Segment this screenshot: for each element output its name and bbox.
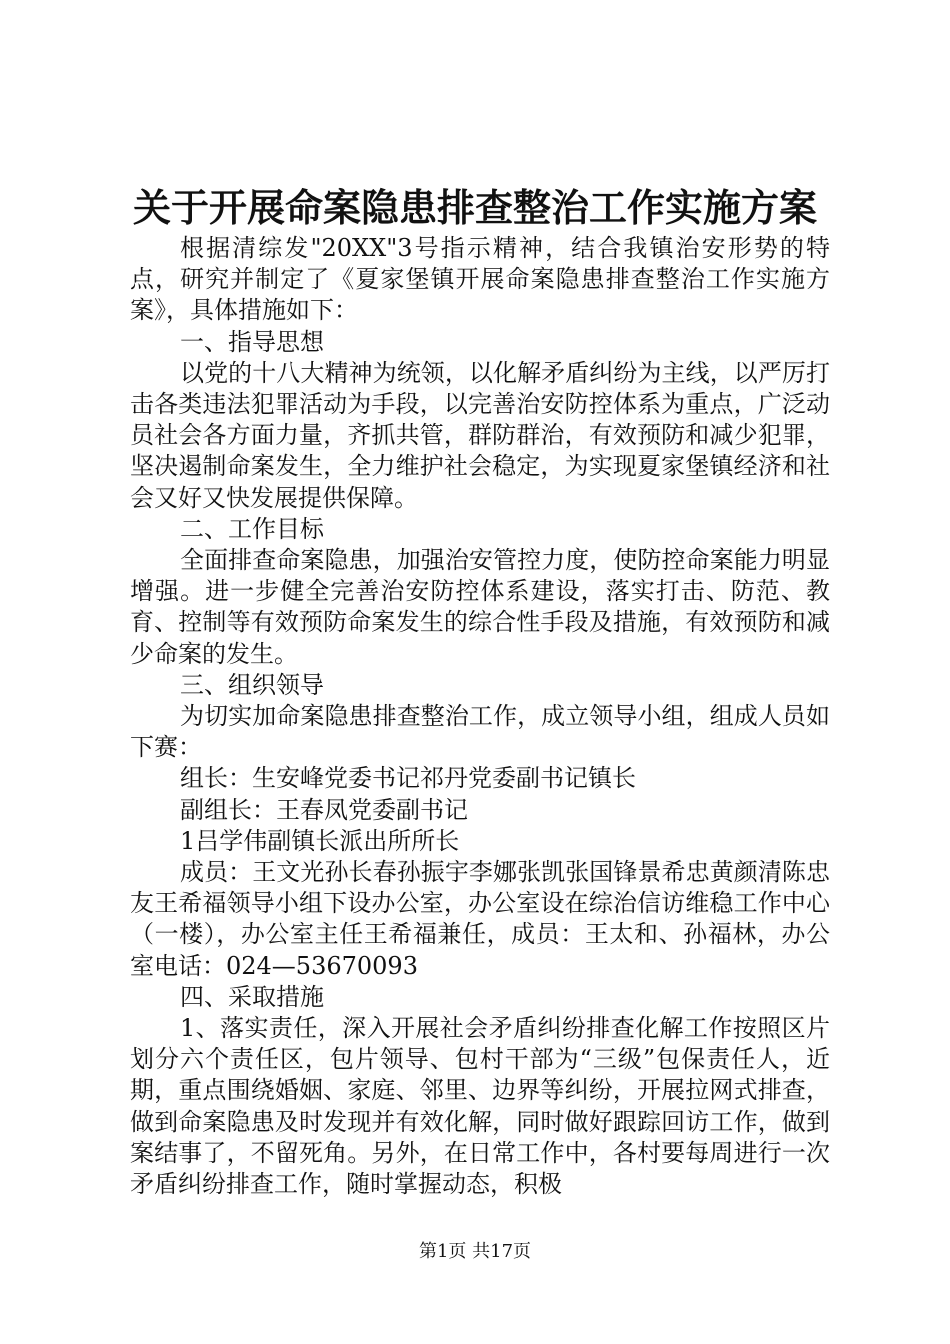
- page-footer: 第1页 共17页: [418, 1241, 532, 1262]
- paragraph-organization: 为切实加命案隐患排查整治工作，成立领导小组，组成人员如下赛：: [130, 702, 830, 762]
- document-body: [130, 233, 830, 1200]
- section-heading-measures: 四、采取措施: [180, 982, 324, 1011]
- paragraph-intro: 根据清综发"20XX"3号指示精神，结合我镇治安形势的特点，研究并制定了《夏家堡镇开展命案隐患排查整治工作实施方案》，具体措施如下：: [130, 234, 830, 325]
- paragraph-measure-1: 1、落实责任，深入开展社会矛盾纠纷排查化解工作按照区片划分六个责任区，包片领导、包村干部为“三级”包保责任人，近期，重点围绕婚姻、家庭、邻里、边界等纠纷，开展拉网式排查，做到命案隐患及时发现并有效化解，同时做好跟踪回访工作，做到案结事了，不留死角。另外，在日常工作中，各村要每周进行一次矛盾纠纷排查工作，随时掌握动态，积极: [130, 1014, 830, 1199]
- section-heading-work-goals: 二、工作目标: [180, 514, 324, 543]
- document-title: 关于开展命案隐患排查整治工作实施方案: [132, 185, 817, 230]
- section-heading-organization: 三、组织领导: [180, 670, 324, 699]
- paragraph-members: 成员：王文光孙长春孙振宇李娜张凯张国锋景希忠黄颜清陈忠友王希福领导小组下设办公室，办公室设在综治信访维稳工作中心（一楼），办公室主任王希福兼任，成员：王太和、孙福林，办公室电话：024—53670093: [130, 858, 830, 980]
- paragraph-guiding-thought: 以党的十八大精神为统领，以化解矛盾纠纷为主线，以严厉打击各类违法犯罪活动为手段，以完善治安防控体系为重点，广泛动员社会各方面力量，齐抓共管，群防群治，有效预防和减少犯罪，坚决遏制命案发生，全力维护社会稳定，为实现夏家堡镇经济和社会又好又快发展提供保障。: [130, 358, 830, 512]
- section-heading-guiding-thought: 一、指导思想: [180, 327, 324, 356]
- paragraph-deputy-leader-2: 1吕学伟副镇长派出所所长: [180, 826, 460, 855]
- paragraph-work-goals: 全面排查命案隐患，加强治安管控力度，使防控命案能力明显增强。进一步健全完善治安防控体系建设，落实打击、防范、教育、控制等有效预防命案发生的综合性手段及措施，有效预防和减少命案的发生。: [130, 546, 830, 668]
- paragraph-group-leader: 组长：生安峰党委书记祁丹党委副书记镇长: [180, 764, 636, 793]
- paragraph-deputy-leader: 副组长：王春凤党委副书记: [180, 795, 468, 824]
